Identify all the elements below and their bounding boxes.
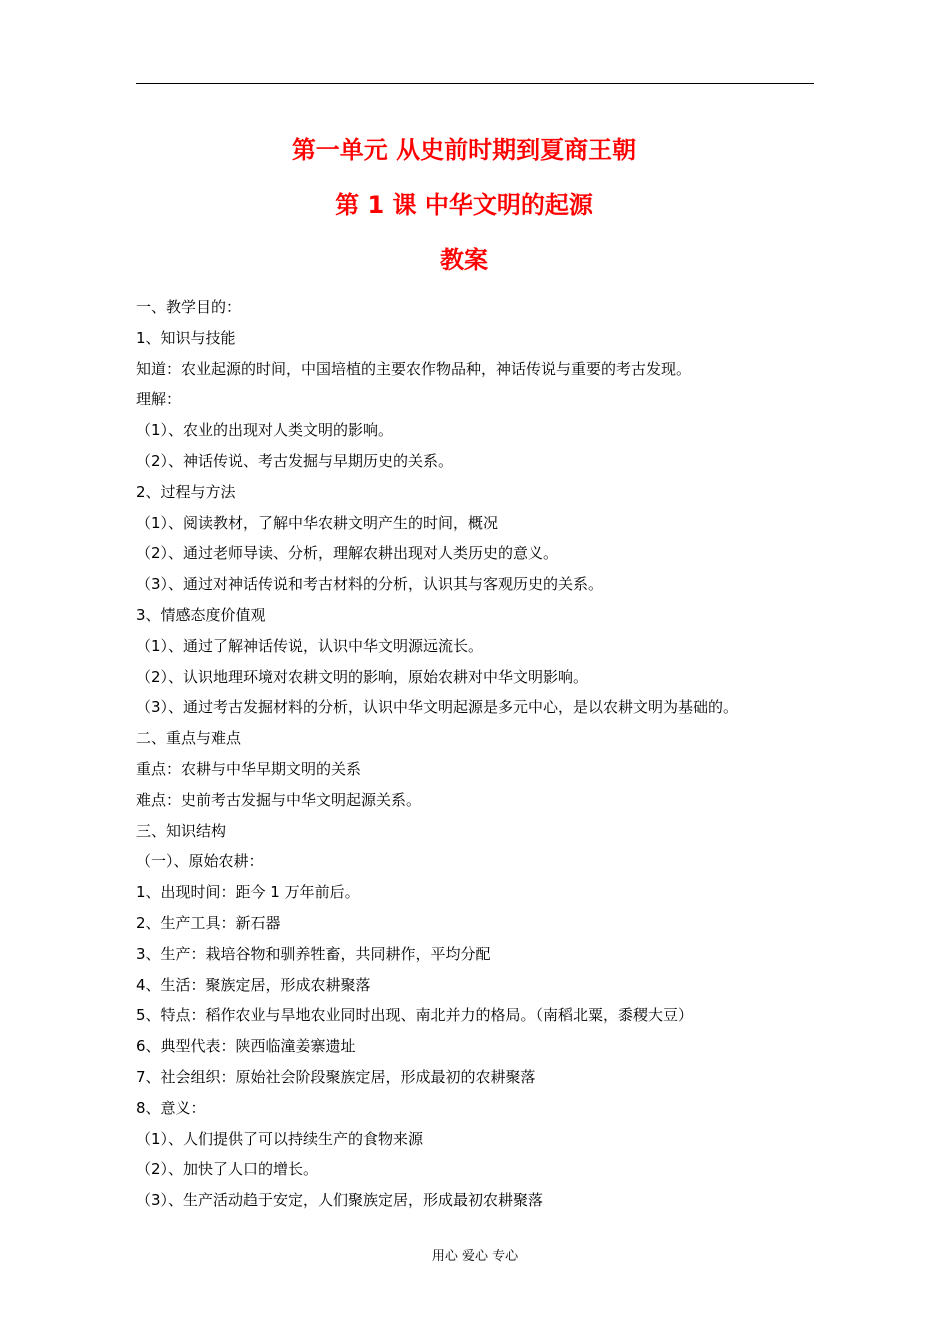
body-line: 6、典型代表：陕西临潼姜寨遗址 <box>136 1037 356 1056</box>
body-line: （2）、通过老师导读、分析，理解农耕出现对人类历史的意义。 <box>136 544 559 563</box>
body-line: 7、社会组织：原始社会阶段聚族定居，形成最初的农耕聚落 <box>136 1067 536 1086</box>
body-line: （1）、农业的出现对人类文明的影响。 <box>136 421 394 440</box>
body-line: 难点：史前考古发掘与中华文明起源关系。 <box>136 790 422 809</box>
body-line: （3）、通过考古发掘材料的分析，认识中华文明起源是多元中心，是以农耕文明为基础的。 <box>136 698 739 717</box>
lesson-plan-body <box>136 292 816 1216</box>
body-line: （2）、加快了人口的增长。 <box>136 1160 319 1179</box>
body-line: （1）、通过了解神话传说，认识中华文明源远流长。 <box>136 636 484 655</box>
body-line: 1、知识与技能 <box>136 328 236 347</box>
body-line: （一）、原始农耕： <box>136 852 264 871</box>
page-footer: 用心 爱心 专心 <box>431 1249 519 1264</box>
body-line: （1）、人们提供了可以持续生产的食物来源 <box>136 1129 424 1148</box>
body-line: 二、重点与难点 <box>136 729 242 748</box>
body-line: （2）、认识地理环境对农耕文明的影响，原始农耕对中华文明影响。 <box>136 667 589 686</box>
body-line: 2、生产工具：新石器 <box>136 913 281 932</box>
body-line: 3、生产：栽培谷物和驯养牲畜，共同耕作，平均分配 <box>136 944 491 963</box>
body-line: 知道：农业起源的时间，中国培植的主要农作物品种，神话传说与重要的考古发现。 <box>136 359 692 378</box>
document-kind-title: 教案 <box>440 246 488 274</box>
body-line: 理解： <box>136 390 182 409</box>
body-line: （3）、生产活动趋于安定，人们聚族定居，形成最初农耕聚落 <box>136 1191 544 1210</box>
header-rule <box>136 83 814 84</box>
body-line: 4、生活：聚族定居，形成农耕聚落 <box>136 975 371 994</box>
body-line: 5、特点：稻作农业与旱地农业同时出现、南北并力的格局。（南稻北粟，黍稷大豆） <box>136 1006 694 1025</box>
lesson-title: 第 1 课 中华文明的起源 <box>335 191 593 219</box>
body-line: 2、过程与方法 <box>136 482 236 501</box>
unit-title: 第一单元 从史前时期到夏商王朝 <box>291 136 637 164</box>
body-line: （1）、阅读教材，了解中华农耕文明产生的时间，概况 <box>136 513 499 532</box>
body-line: 3、情感态度价值观 <box>136 605 266 624</box>
body-line: 一、教学目的： <box>136 298 242 316</box>
body-line: 1、出现时间：距今 1 万年前后。 <box>136 883 360 902</box>
body-line: （2）、神话传说、考古发掘与早期历史的关系。 <box>136 451 454 470</box>
body-line: （3）、通过对神话传说和考古材料的分析，认识其与客观历史的关系。 <box>136 575 604 594</box>
body-line: 三、知识结构 <box>136 821 227 840</box>
body-line: 重点：农耕与中华早期文明的关系 <box>136 759 362 778</box>
body-line: 8、意义： <box>136 1098 206 1117</box>
